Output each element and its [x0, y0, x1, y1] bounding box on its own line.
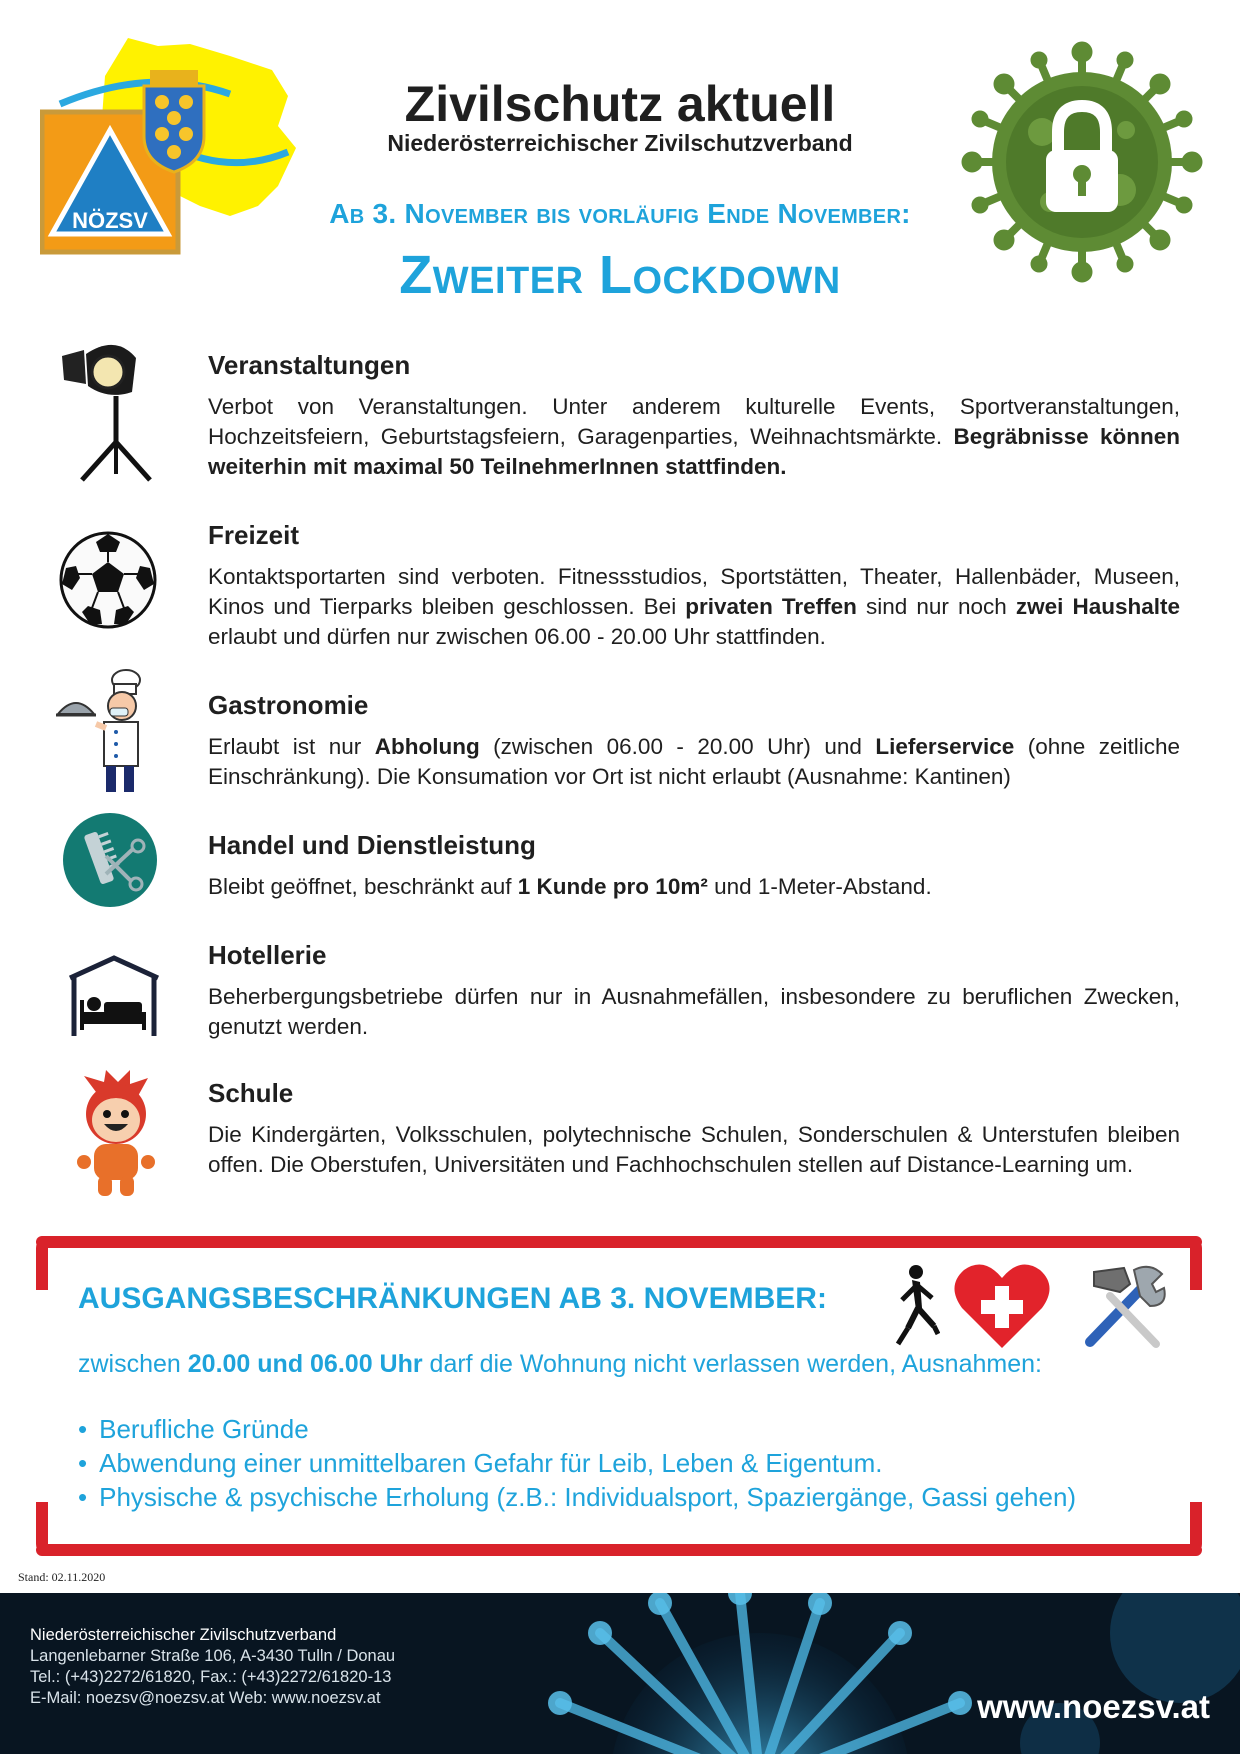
section-text: Beherbergungsbetriebe dürfen nur in Ausnahmefällen, insbesondere zu beruflichen Zwecken, genutzt werden. [208, 984, 1180, 1039]
footer-email-web: E-Mail: noezsv@noezsv.at Web: www.noezsv.at [30, 1689, 381, 1707]
restrictions-lead: zwischen 20.00 und 06.00 Uhr darf die Wohnung nicht verlassen werden, Ausnahmen: [78, 1350, 1042, 1378]
footer-website-link[interactable]: www.noezsv.at [977, 1688, 1210, 1725]
section-gastronomie [208, 690, 1180, 792]
section-schule [208, 1078, 1180, 1180]
footer-org: Niederösterreichischer Zivilschutzverband [30, 1626, 337, 1644]
section-title: Gastronomie [208, 690, 369, 720]
hotel-bed-icon [68, 954, 160, 1038]
runner-icon [888, 1264, 940, 1348]
heart-cross-icon [954, 1262, 1050, 1350]
footer-phone: Tel.: (+43)2272/61820, Fax.: (+43)2272/61820-13 [30, 1668, 392, 1686]
tools-icon [1074, 1262, 1170, 1352]
section-veranstaltungen [208, 350, 1180, 482]
child-icon [76, 1070, 156, 1200]
section-hotellerie [208, 940, 1180, 1042]
page-subtitle: Niederösterreichischer Zivilschutzverband [387, 130, 853, 156]
comb-scissors-icon [62, 812, 158, 908]
frame-gap-left [30, 1290, 54, 1502]
stand-date: Stand: 02.11.2020 [18, 1570, 106, 1584]
list-item: • Berufliche Gründe [78, 1412, 1076, 1446]
section-title: Hotellerie [208, 940, 327, 970]
section-title: Freizeit [208, 520, 300, 550]
restrictions-title: AUSGANGSBESCHRÄNKUNGEN AB 3. NOVEMBER: [78, 1282, 827, 1315]
footer-contact [30, 1625, 395, 1709]
section-title: Handel und Dienstleistung [208, 830, 536, 860]
virus-lock-icon [960, 40, 1204, 284]
lockdown-headline: Zweiter Lockdown [399, 245, 841, 305]
soccer-ball-icon [58, 530, 158, 630]
section-text: Kontaktsportarten sind verboten. Fitnessstudios, Sportstätten, Theater, Hallenbäder, Museen, Kinos und Tierparks bleiben geschlossen. Bei privaten Treffen sind nur noch zwei Haushalte erlaubt und dürfen nur zwischen 06.00 - 20.00 Uhr stattfinden. [208, 564, 1180, 649]
exceptions-list [78, 1412, 1076, 1514]
section-title: Veranstaltungen [208, 350, 411, 380]
list-item: • Physische & psychische Erholung (z.B.: Individualsport, Spaziergänge, Gassi gehen) [78, 1480, 1076, 1514]
spotlight-icon [60, 334, 160, 484]
logo-text: NÖZSV [72, 208, 148, 233]
section-text: Erlaubt ist nur Abholung (zwischen 06.00 - 20.00 Uhr) und Lieferservice (ohne zeitliche Einschränkung). Die Konsumation vor Ort ist nicht erlaubt (Ausnahme: Kantinen) [208, 734, 1180, 789]
frame-gap-right [1186, 1290, 1210, 1502]
footer-address: Langenlebarner Straße 106, A-3430 Tulln / Donau [30, 1647, 396, 1665]
footer [0, 1593, 1240, 1754]
lower-austria-crest-icon [144, 70, 204, 172]
section-handel [208, 830, 1180, 902]
section-title: Schule [208, 1078, 294, 1108]
section-text: Verbot von Veranstaltungen. Unter anderem kulturelle Events, Sportveranstaltungen, Hochzeitsfeiern, Geburtstagsfeiern, Garagenparties, Weihnachtsmärkte. Begräbnisse können weiterhin mit maximal 50 TeilnehmerInnen stattfinden. [208, 394, 1181, 479]
section-text: Bleibt geöffnet, beschränkt auf 1 Kunde pro 10m² und 1-Meter-Abstand. [208, 874, 932, 899]
section-text: Die Kindergärten, Volksschulen, polytechnische Schulen, Sonderschulen & Unterstufen bleiben offen. Die Oberstufen, Universitäten und Fachhochschulen stellen auf Distance-Learning um. [208, 1122, 1180, 1177]
page-title: Zivilschutz aktuell [404, 76, 836, 132]
chef-icon [56, 668, 144, 796]
list-item: • Abwendung einer unmittelbaren Gefahr für Leib, Leben & Eigentum. [78, 1446, 1076, 1480]
lockdown-period: Ab 3. November bis vorläufig Ende November: [329, 198, 911, 229]
section-freizeit [208, 520, 1180, 652]
